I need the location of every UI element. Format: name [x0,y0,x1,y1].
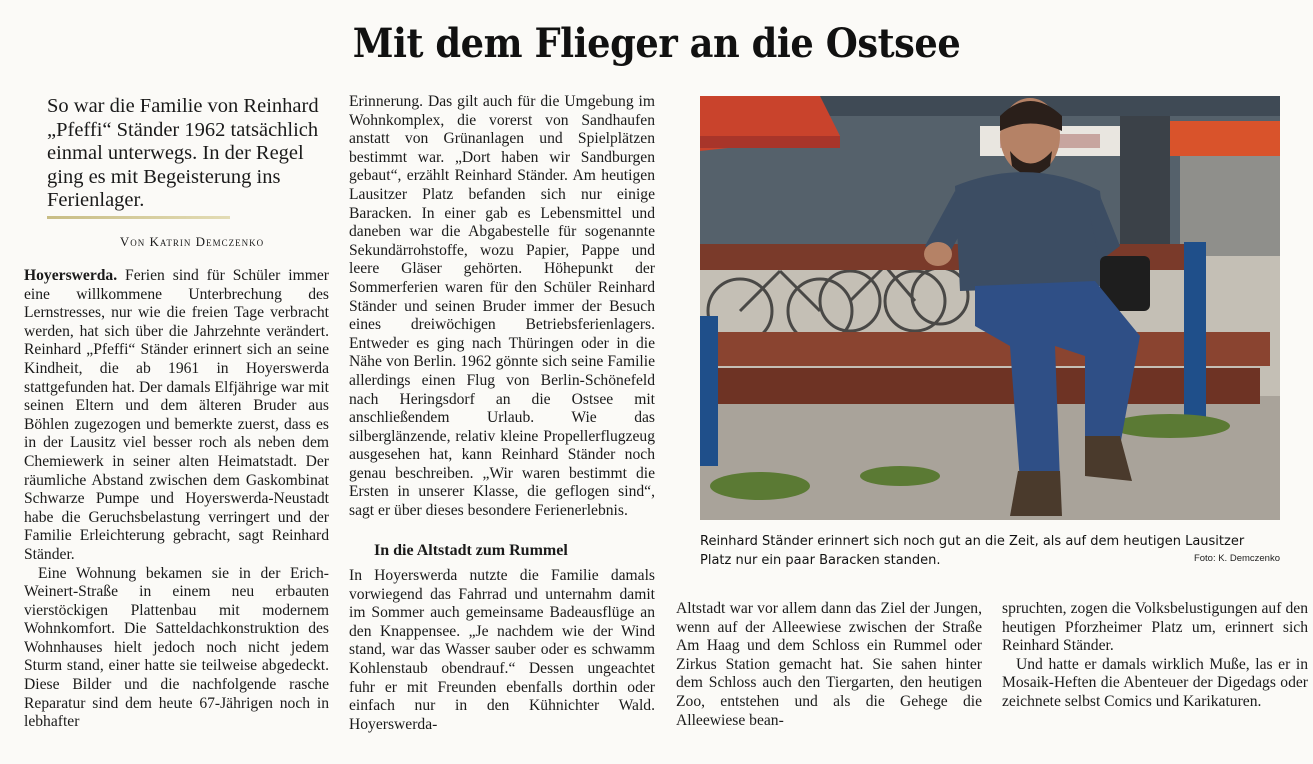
paragraph [24,267,329,565]
text-column-2 [349,93,655,521]
text-column-4 [1002,600,1308,712]
text-column-3 [676,600,982,730]
paragraph: In Hoyerswerda nutzte die Familie damals vorwiegend das Fahrrad und unternahm damit im Sommer auch gemeinsame Badeausflüge an den Knappensee. „Je nachdem wie der Wind stand, war das Wasser sauber oder es schwamm Kohlenstaub obendrauf.“ Dessen ungeachtet fuhr er mit Freunden ebenfalls dorthin oder einfach nur in den Kühnichter Wald. Hoyerswerda- [349,567,655,733]
photo-illustration [700,96,1280,520]
photo-man-on-bench [700,96,1280,520]
lead-paragraph: So war die Familie von Reinhard „Pfeffi“ Ständer 1962 tatsächlich einmal unterwegs. In der Regel ging es mit Begeisterung ins Ferienlager. [47,95,319,211]
paragraph: Und hatte er damals wirklich Muße, las er in Mosaik-Heften die Abenteuer der Digedags oder zeichnete selbst Comics und Karikaturen. [1002,655,1308,710]
text-column-2-lower [349,567,655,734]
lead-divider [47,216,230,219]
paragraph: Erinnerung. Das gilt auch für die Umgebung im Wohnkomplex, die vorerst von Sandhaufen anstatt von Grünanlagen und Spielplätzen bestimmt war. „Dort haben wir Sandburgen gebaut“, erzählt Reinhard Ständer. Am heutigen Lausitzer Platz befanden sich nur einige Baracken. In einer gab es Lebensmittel und daneben war die Abgabestelle für sogenannte Sekundärrohstoffe, wozu Papier, Pappe und leere Gläser gehörten. Höhepunkt der Sommerferien waren für den Schüler Reinhard Ständer und seinen Bruder immer der Besuch eines dreiwöchigen Betriebsferienlagers. Entweder es ging nach Thüringen oder in die Nähe von Berlin. 1962 gönnte sich seine Familie allerdings einen Flug von Berlin-Schönefeld nach Heringsdorf an die Ostsee mit anschließendem Urlaub. Wie das silberglänzende, relativ kleine Propellerflugzeug ausgesehen hat, kann Reinhard Ständer noch genau beschreiben. „Wir waren bestimmt die Ersten in unserer Klasse, die geflogen sind“, sagt er über dieses besondere Ferienerlebnis. [349,93,655,520]
subheading: In die Altstadt zum Rummel [374,542,568,559]
paragraph: spruchten, zogen die Volksbelustigungen auf den heutigen Pforzheimer Platz um, erinnert sich Reinhard Ständer. [1002,600,1308,655]
photo-credit: Foto: K. Demczenko [1193,553,1280,564]
paragraph: Altstadt war vor allem dann das Ziel der Jungen, wenn auf der Alleewiese zwischen der Straße Am Haag und dem Schloss ein Rummel oder Zirkus Station gemacht hat. Sie sahen hinter dem Schloss auch den Tiergarten, den heutigen Zoo, entstehen und als die Gehege die Alleewiese bean- [676,600,982,729]
byline: Von Katrin Demczenko [119,234,265,249]
dateline: Hoyerswerda. [24,267,118,284]
paragraph: Eine Wohnung bekamen sie in der Erich-Weinert-Straße in einem neu erbauten vierstöckigen Plattenbau mit modernem Wohnkomfort. Die Satteldachkonstruktion des Wohnhauses hielt jedoch noch nicht jedem Sturm stand, einer hatte sie teilweise abgedeckt. Diese Bilder und die nachfolgende rasche Reparatur sind dem heute 67-Jährigen noch in lebhafter [24,564,329,731]
text-column-1 [24,267,329,732]
headline: Mit dem Flieger an die Ostsee [352,20,961,67]
photo-caption: Reinhard Ständer erinnert sich noch gut an die Zeit, als auf dem heutigen Lausitzer Platz nur ein paar Baracken standen. [700,534,1245,568]
paragraph-text: Ferien sind für Schüler immer eine willkommene Unterbrechung des Lernstresses, nur wie die freien Tage verbracht werden, hat sich über die Jahrzehnte verändert. Reinhard „Pfeffi“ Ständer erinnert sich an seine Kindheit, die ab 1961 in Hoyerswerda stattgefunden hat. Der damals Elfjährige war mit seinen Eltern und dem älteren Bruder aus Böhlen zugezogen und bemerkte zuerst, dass es in der Lausitz viel besser roch als neben dem Chemiewerk in seiner alten Heimatstadt. Der räumliche Abstand zwischen dem Gaskombinat Schwarze Pumpe und Hoyerswerda-Neustadt habe die Geruchsbelastung verringert und der Familie Erleichterung gebracht, sagt Reinhard Ständer. [24,267,329,563]
